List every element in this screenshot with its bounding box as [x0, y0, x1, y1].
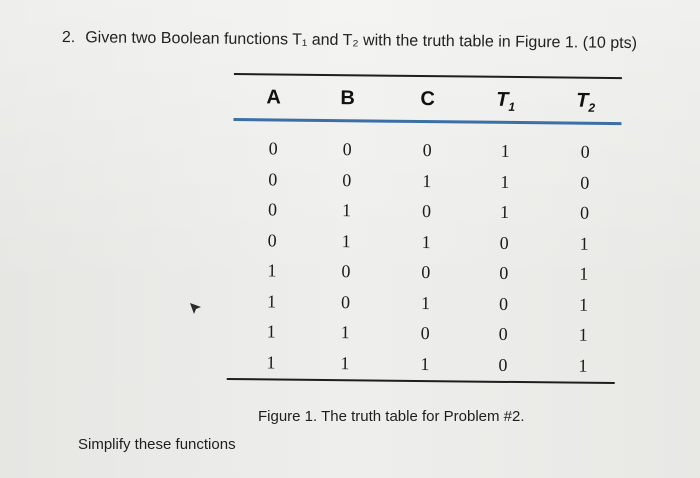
table-cell-c: 0 — [421, 201, 432, 222]
table-cell-c: 0 — [421, 262, 431, 283]
table-cell-t1: 0 — [499, 262, 509, 283]
table-header-rule — [233, 118, 621, 125]
table-cell-b: 1 — [341, 200, 352, 221]
table-cell-t2: 1 — [578, 355, 588, 376]
figure-caption: Figure 1. The truth table for Problem #2. — [258, 408, 525, 425]
question-body: Given two Boolean functions T₁ and T₂ with the truth table in Figure 1. (10 pts) — [85, 29, 638, 53]
table-cell-a: 1 — [266, 321, 276, 342]
table-cell-t1: 0 — [498, 293, 509, 314]
table-cell-t1: 1 — [500, 140, 510, 161]
column-header-label: A — [266, 86, 282, 109]
table-cell-t2: 1 — [578, 324, 588, 345]
table-cell-t2: 1 — [579, 233, 589, 254]
question-text — [62, 28, 682, 54]
table-cell-t1: 1 — [499, 201, 510, 222]
table-cell-a: 0 — [268, 138, 278, 159]
table-cell-b: 0 — [342, 169, 352, 190]
column-header-subscript: 2 — [588, 100, 596, 115]
table-cell-b: 0 — [341, 261, 351, 282]
table-cell-a: 0 — [268, 168, 278, 190]
table-cell-c: 0 — [420, 323, 430, 344]
table-cell-c: 1 — [421, 231, 431, 252]
table-cell-t2: 0 — [579, 202, 590, 223]
table-cell-t1: 1 — [500, 171, 510, 192]
table-cell-t2: 0 — [580, 172, 590, 193]
table-cell-b: 1 — [341, 230, 351, 251]
table-cell-b: 1 — [340, 322, 350, 343]
column-header-t1 — [476, 89, 536, 115]
table-cell-a: 0 — [267, 229, 277, 250]
table-cell-t2: 1 — [578, 294, 589, 315]
table-cell-t2: 1 — [579, 263, 589, 284]
column-header-b — [318, 87, 378, 111]
table-cell-c: 1 — [422, 170, 432, 191]
question-number: 2. — [61, 28, 76, 47]
table-cell-a: 1 — [266, 351, 276, 372]
table-cell-c: 1 — [420, 353, 430, 374]
table-cell-b: 0 — [340, 291, 351, 312]
table-cell-b: 0 — [342, 139, 352, 160]
column-header-label: T — [496, 88, 509, 111]
table-cell-a: 0 — [267, 199, 278, 220]
column-header-label: B — [340, 87, 356, 110]
instruction-text: Simplify these functions — [78, 436, 236, 453]
table-cell-t1: 0 — [498, 354, 508, 375]
table-cell-t1: 0 — [499, 232, 509, 253]
table-cell-a: 1 — [267, 260, 277, 281]
table-cell-c: 1 — [420, 292, 431, 313]
table-bottom-rule — [227, 378, 615, 384]
mouse-pointer-icon — [189, 302, 203, 316]
table-cell-t1: 0 — [498, 323, 508, 344]
column-header-label: T — [576, 89, 589, 112]
truth-table — [227, 68, 622, 392]
column-header-c — [398, 88, 458, 112]
column-header-subscript: 1 — [508, 99, 516, 114]
table-top-rule — [234, 73, 622, 79]
column-header-label: C — [420, 87, 436, 111]
table-cell-a: 1 — [266, 290, 277, 311]
table-cell-t2: 0 — [580, 141, 590, 162]
table-cell-c: 0 — [422, 140, 432, 161]
table-cell-b: 1 — [340, 352, 350, 373]
column-header-t2 — [556, 89, 616, 115]
column-header-a — [244, 86, 304, 110]
